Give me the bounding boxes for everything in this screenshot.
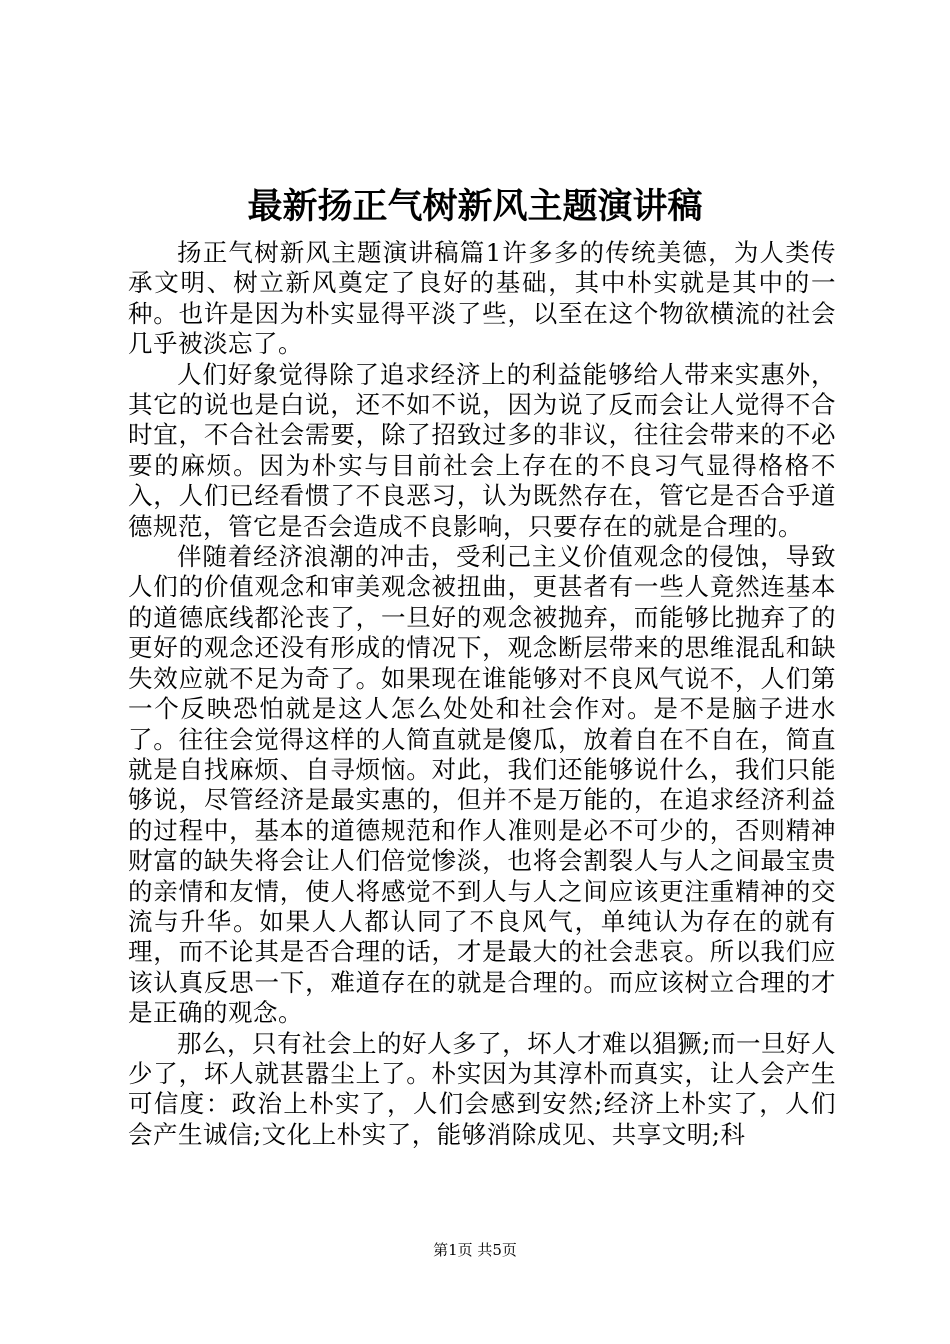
paragraph: 人们好象觉得除了追求经济上的利益能够给人带来实惠外，其它的说也是白说，还不如不说，因为说了反而会让人觉得不合时宜，不合社会需要，除了招致过多的非议，往往会带来的不必要的麻烦。因为朴实与目前社会上存在的不良习气显得格格不入，人们已经看惯了不良恶习，认为既然存在，管它是否合乎道德规范，管它是否会造成不良影响，只要存在的就是合理的。 (128, 359, 836, 541)
paragraph: 扬正气树新风主题演讲稿篇1许多多的传统美德，为人类传承文明、树立新风奠定了良好的基础，其中朴实就是其中的一种。也许是因为朴实显得平淡了些，以至在这个物欲横流的社会几乎被淡忘了。 (128, 238, 836, 359)
document-title: 最新扬正气树新风主题演讲稿 (247, 186, 703, 227)
paragraph: 伴随着经济浪潮的冲击，受利己主义价值观念的侵蚀，导致人们的价值观念和审美观念被扭曲，更甚者有一些人竟然连基本的道德底线都沦丧了，一旦好的观念被抛弃，而能够比抛弃了的更好的观念还没有形成的情况下，观念断层带来的思维混乱和缺失效应就不足为奇了。如果现在谁能够对不良风气说不，人们第一个反映恐怕就是这人怎么处处和社会作对。是不是脑子进水了。往往会觉得这样的人简直就是傻瓜，放着自在不自在，简直就是自找麻烦、自寻烦恼。对此，我们还能够说什么，我们只能够说，尽管经济是最实惠的，但并不是万能的，在追求经济利益的过程中，基本的道德规范和作人准则是必不可少的，否则精神财富的缺失将会让人们倍觉惨淡，也将会割裂人与人之间最宝贵的亲情和友情，使人将感觉不到人与人之间应该更注重精神的交流与升华。如果人人都认同了不良风气，单纯认为存在的就有理，而不论其是否合理的话，才是最大的社会悲哀。所以我们应该认真反思一下，难道存在的就是合理的。而应该树立合理的才是正确的观念。 (128, 542, 836, 1028)
document-body (128, 238, 836, 1150)
paragraph: 那么，只有社会上的好人多了，坏人才难以猖獗;而一旦好人少了，坏人就甚嚣尘上了。朴实因为其淳朴而真实，让人会产生可信度：政治上朴实了，人们会感到安然;经济上朴实了，人们会产生诚信;文化上朴实了，能够消除成见、共享文明;科 (128, 1028, 836, 1149)
page-footer: 第1页 共5页 (433, 1241, 517, 1259)
